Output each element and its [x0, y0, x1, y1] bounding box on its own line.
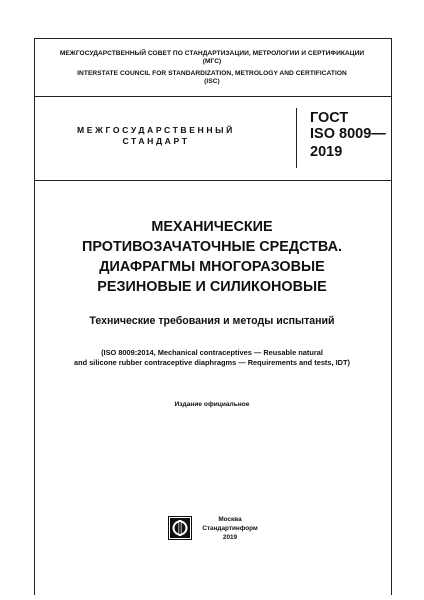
header-divider [34, 96, 391, 97]
council-abbr-ru: (МГС) [202, 58, 222, 65]
document-title-line3: ДИАФРАГМЫ МНОГОРАЗОВЫЕ [99, 259, 325, 275]
designation-divider [296, 108, 297, 168]
designation-number: ISO 8009— [310, 126, 386, 142]
standartinform-logo-icon [168, 516, 192, 540]
iso-reference-line1: (ISO 8009:2014, Mechanical contraceptives — Reusable natural [101, 348, 323, 357]
edition-label: Издание официальное [174, 401, 250, 408]
document-title-line1: МЕХАНИЧЕСКИЕ [151, 219, 273, 235]
publisher-city: Москва [218, 516, 242, 523]
document-title-line2: ПРОТИВОЗАЧАТОЧНЫЕ СРЕДСТВА. [82, 239, 342, 255]
document-title-line4: РЕЗИНОВЫЕ И СИЛИКОНОВЫЕ [97, 279, 327, 295]
designation-year: 2019 [310, 144, 343, 160]
designation-gost: ГОСТ [310, 110, 349, 126]
publisher-year: 2019 [222, 534, 238, 541]
council-abbr-en: (ISC) [204, 78, 220, 85]
title-divider [34, 180, 391, 181]
standard-type-line2: СТАНДАРТ [122, 136, 190, 146]
council-name-en: INTERSTATE COUNCIL FOR STANDARDIZATION, METROLOGY AND CERTIFICATION [77, 70, 347, 77]
standard-type-line1: МЕЖГОСУДАРСТВЕННЫЙ [77, 125, 235, 135]
council-name-ru: МЕЖГОСУДАРСТВЕННЫЙ СОВЕТ ПО СТАНДАРТИЗАЦИИ, МЕТРОЛОГИИ И СЕРТИФИКАЦИИ [59, 50, 365, 57]
iso-reference-line2: and silicone rubber contraceptive diaphragms — Requirements and tests, IDT) [74, 358, 350, 367]
publisher-name: Стандартинформ [202, 525, 258, 532]
document-subtitle: Технические требования и методы испытаний [89, 315, 335, 327]
